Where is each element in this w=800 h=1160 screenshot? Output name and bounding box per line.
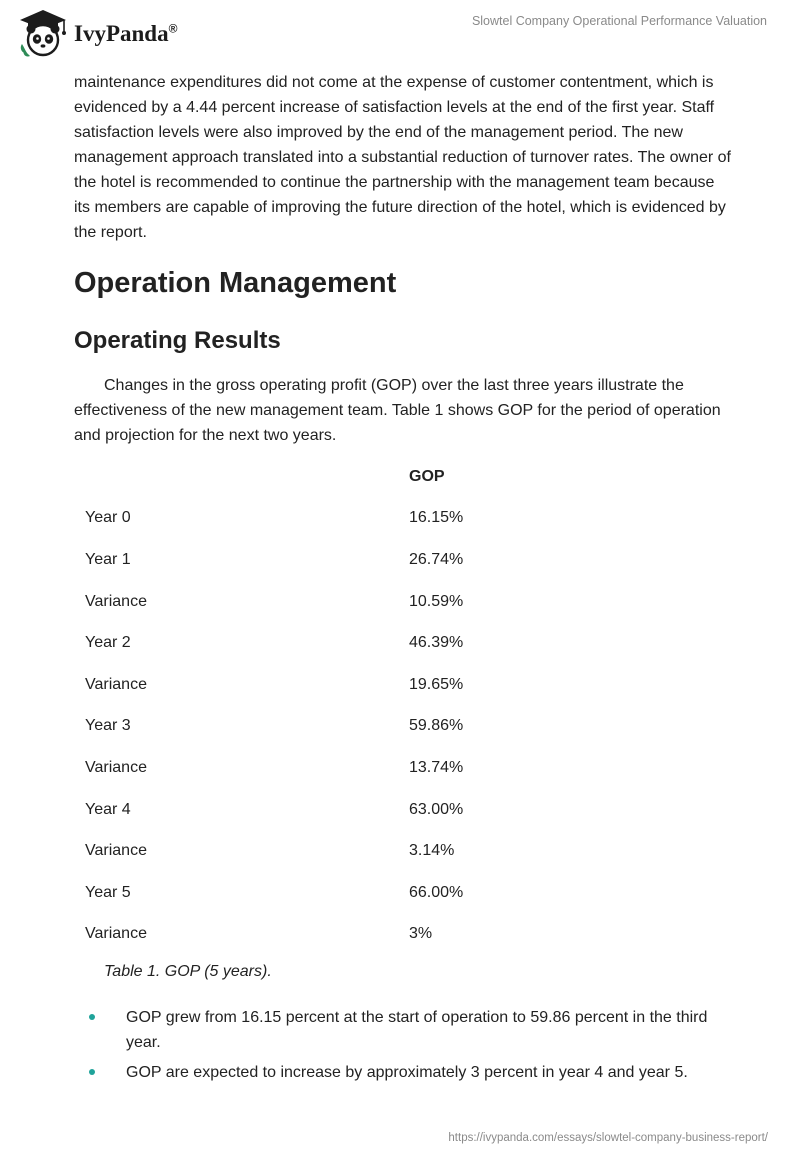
table-row xyxy=(74,664,734,706)
table-header-cell: GOP xyxy=(409,467,445,485)
table-row xyxy=(74,498,734,540)
table-cell-value: 10.59% xyxy=(409,592,464,610)
table-row xyxy=(74,622,734,664)
table-row xyxy=(74,581,734,623)
list-item xyxy=(74,1060,734,1085)
table-cell-label: Variance xyxy=(85,592,147,610)
table-cell-label: Variance xyxy=(85,842,147,860)
table-cell-value: 19.65% xyxy=(409,675,464,693)
table-cell-value: 13.74% xyxy=(409,758,464,776)
table-cell-value: 16.15% xyxy=(409,509,464,527)
table-cell-value: 3.14% xyxy=(409,842,455,860)
table-cell-value: 3% xyxy=(409,925,433,943)
table-cell-label: Year 2 xyxy=(85,634,131,652)
gop-table xyxy=(74,456,734,955)
list-item-text: GOP grew from 16.15 percent at the start of operation to 59.86 percent in the third year. xyxy=(126,1009,708,1051)
table-cell-label: Year 1 xyxy=(85,550,131,568)
table-cell-label: Year 0 xyxy=(85,509,131,527)
source-url-link[interactable]: https://ivypanda.com/essays/slowtel-company-business-report/ xyxy=(448,1132,768,1144)
panda-graduate-icon xyxy=(14,8,72,58)
table-row xyxy=(74,789,734,831)
table-header-cell xyxy=(74,456,409,498)
table-caption: Table 1. GOP (5 years). xyxy=(104,963,272,980)
table-row xyxy=(74,539,734,581)
operating-results-paragraph: Changes in the gross operating profit (GOP) over the last three years illustrate the effectiveness of the new management team. Table 1 shows GOP for the period of operation and projection for the next two years. xyxy=(74,377,721,444)
page-header xyxy=(0,0,800,70)
document-title: Slowtel Company Operational Performance Valuation xyxy=(471,14,767,28)
table-cell-label: Year 3 xyxy=(85,717,131,735)
table-cell-value: 66.00% xyxy=(409,883,464,901)
subsection-heading: Operating Results xyxy=(74,327,281,354)
list-item xyxy=(74,1005,734,1055)
table-header-row xyxy=(74,456,734,498)
table-row xyxy=(74,706,734,748)
table-row xyxy=(74,747,734,789)
table-row xyxy=(74,914,734,956)
table-cell-label: Variance xyxy=(85,675,147,693)
bullet-list xyxy=(74,1005,734,1090)
table-row xyxy=(74,830,734,872)
table-cell-label: Year 5 xyxy=(85,883,131,901)
logo-text: IvyPanda® xyxy=(74,21,178,46)
section-heading: Operation Management xyxy=(74,267,397,299)
table-row xyxy=(74,872,734,914)
bullet-dot-icon xyxy=(89,1014,95,1020)
table-cell-value: 46.39% xyxy=(409,634,464,652)
intro-paragraph: maintenance expenditures did not come at the expense of customer contentment, which is evidenced by a 4.44 percent increase of satisfaction levels at the end of the first year. Staff satisfaction levels were also improved by the end of the management period. The new management approach translated into a substantial reduction of turnover rates. The owner of the hotel is recommended to continue the partnership with the management team because its members are capable of improving the future direction of the hotel, which is evidenced by the report. xyxy=(74,74,731,241)
ivypanda-logo[interactable] xyxy=(14,8,214,58)
table-cell-label: Year 4 xyxy=(85,800,131,818)
table-cell-value: 26.74% xyxy=(409,550,464,568)
list-item-text: GOP are expected to increase by approximately 3 percent in year 4 and year 5. xyxy=(126,1064,688,1081)
table-cell-label: Variance xyxy=(85,925,147,943)
table-cell-value: 63.00% xyxy=(409,800,464,818)
table-cell-label: Variance xyxy=(85,758,147,776)
table-cell-value: 59.86% xyxy=(409,717,464,735)
bullet-dot-icon xyxy=(89,1069,95,1075)
